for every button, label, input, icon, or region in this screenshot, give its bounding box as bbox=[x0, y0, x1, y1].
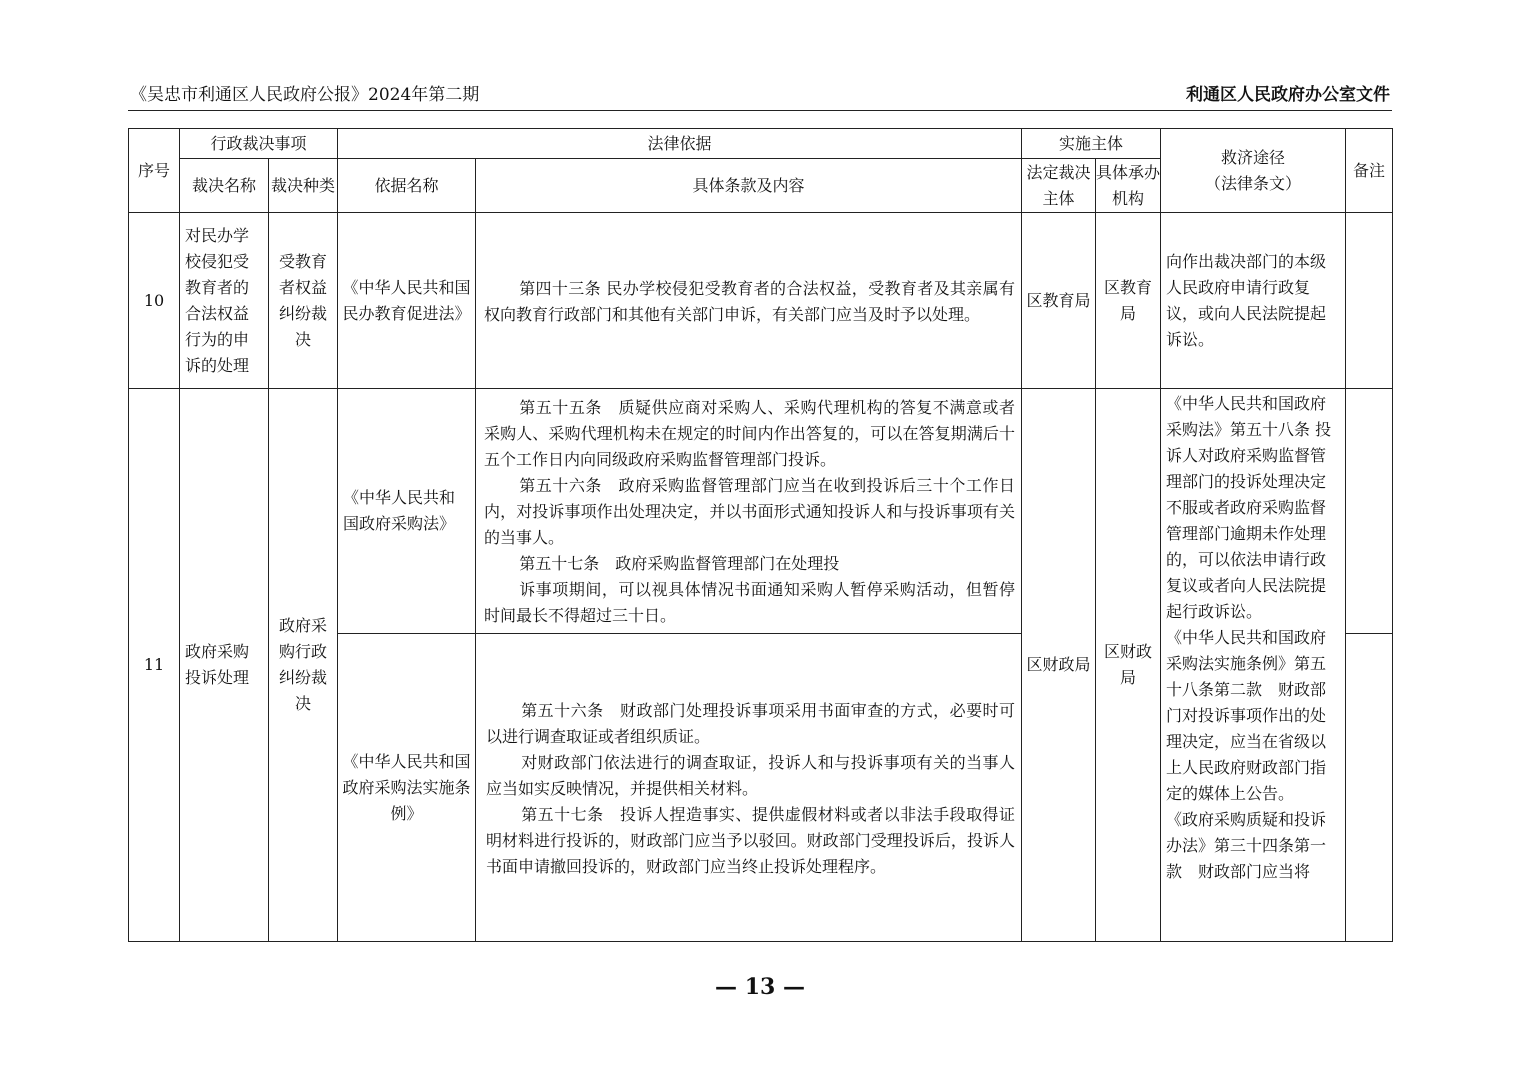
row11-content-1 bbox=[476, 389, 1022, 634]
header-seq: 序号 bbox=[129, 129, 180, 213]
row11-basis-name-1: 《中华人民共和国政府采购法》 bbox=[338, 389, 476, 634]
row10-seq: 10 bbox=[129, 213, 180, 389]
row11-content-1-p4: 诉事项期间，可以视具体情况书面通知采购人暂停采购活动，但暂停时间最长不得超过三十日。 bbox=[484, 580, 1016, 625]
header-divider bbox=[128, 110, 1392, 111]
row11-remedy bbox=[1161, 389, 1346, 942]
adjudication-table bbox=[128, 128, 1393, 942]
header-basis-group: 法律依据 bbox=[338, 129, 1022, 159]
header-subject-group: 实施主体 bbox=[1022, 129, 1161, 159]
header-item-kind: 裁决种类 bbox=[269, 159, 338, 213]
row10-legal-subject: 区教育局 bbox=[1022, 213, 1096, 389]
row11-content-2-p2: 对财政部门依法进行的调查取证，投诉人和与投诉事项有关的当事人应当如实反映情况，并提供相关材料。 bbox=[486, 752, 1016, 798]
row11-note-1 bbox=[1346, 389, 1393, 634]
header-remedy bbox=[1161, 129, 1346, 213]
office-document-label: 利通区人民政府办公室文件 bbox=[1186, 85, 1390, 105]
table-row bbox=[129, 213, 1393, 389]
row11-content-2 bbox=[476, 634, 1022, 942]
row11-content-2-p1: 第五十六条 财政部门处理投诉事项采用书面审查的方式，必要时可以进行调查取证或者组织质证。 bbox=[486, 700, 1016, 746]
row10-office: 区教育局 bbox=[1096, 213, 1161, 389]
header-remedy-sub: （法律条文） bbox=[1205, 173, 1302, 193]
header-subject-office: 具体承办机构 bbox=[1096, 159, 1161, 213]
row11-remedy-p3: 《政府采购质疑和投诉办法》第三十四条第一款 财政部门应当将 bbox=[1166, 810, 1327, 881]
row10-kind: 受教育者权益纠纷裁决 bbox=[269, 213, 338, 389]
header-item-group: 行政裁决事项 bbox=[180, 129, 338, 159]
row11-content-2-p3: 第五十七条 投诉人捏造事实、提供虚假材料或者以非法手段取得证明材料进行投诉的，财政部门应当予以驳回。财政部门受理投诉后，投诉人书面申请撤回投诉的，财政部门应当终止投诉处理程序。 bbox=[486, 804, 1016, 876]
row10-name: 对民办学校侵犯受教育者的合法权益行为的申诉的处理 bbox=[180, 213, 269, 389]
row11-basis-name-2: 《中华人民共和国政府采购法实施条例》 bbox=[338, 634, 476, 942]
row10-content-text: 第四十三条 民办学校侵犯受教育者的合法权益，受教育者及其亲属有权向教育行政部门和其他有关部门申诉，有关部门应当及时予以处理。 bbox=[484, 278, 1016, 324]
row11-name: 政府采购投诉处理 bbox=[180, 389, 269, 942]
row11-remedy-p2: 《中华人民共和国政府采购法实施条例》第五十八条第二款 财政部门对投诉事项作出的处理决定，应当在省级以上人民政府财政部门指定的媒体上公告。 bbox=[1166, 628, 1327, 803]
page-number: — 13 — bbox=[715, 974, 805, 1000]
row10-remedy: 向作出裁决部门的本级人民政府申请行政复议，或向人民法院提起诉讼。 bbox=[1161, 213, 1346, 389]
header-subject-legal: 法定裁决主体 bbox=[1022, 159, 1096, 213]
row11-office: 区财政局 bbox=[1096, 389, 1161, 942]
row11-content-1-p2: 第五十六条 政府采购监督管理部门应当在收到投诉后三十个工作日内，对投诉事项作出处理决定，并以书面形式通知投诉人和与投诉事项有关的当事人。 bbox=[484, 476, 1016, 547]
row11-kind: 政府采购行政纠纷裁决 bbox=[269, 389, 338, 942]
table-row bbox=[129, 389, 1393, 634]
row10-basis-name: 《中华人民共和国民办教育促进法》 bbox=[338, 213, 476, 389]
header-basis-name: 依据名称 bbox=[338, 159, 476, 213]
row10-content bbox=[476, 213, 1022, 389]
row10-note bbox=[1346, 213, 1393, 389]
row11-remedy-p1: 《中华人民共和国政府采购法》第五十八条 投诉人对政府采购监督管理部门的投诉处理决定不服或者政府采购监督管理部门逾期未作处理的，可以依法申请行政复议或者向人民法院提起行政诉讼。 bbox=[1166, 394, 1332, 621]
row11-content-1-p3: 第五十七条 政府采购监督管理部门在处理投 bbox=[519, 554, 840, 573]
row11-legal-subject: 区财政局 bbox=[1022, 389, 1096, 942]
header-note: 备注 bbox=[1346, 129, 1393, 213]
row11-content-1-p1: 第五十五条 质疑供应商对采购人、采购代理机构的答复不满意或者采购人、采购代理机构未在规定的时间内作出答复的，可以在答复期满后十五个工作日内向同级政府采购监督管理部门投诉。 bbox=[484, 398, 1016, 469]
row11-note-2 bbox=[1346, 634, 1393, 942]
header-item-name: 裁决名称 bbox=[180, 159, 269, 213]
header-remedy-label: 救济途径 bbox=[1221, 147, 1286, 167]
bulletin-title: 《吴忠市利通区人民政府公报》2024年第二期 bbox=[130, 85, 480, 105]
header-basis-content: 具体条款及内容 bbox=[476, 159, 1022, 213]
row11-seq: 11 bbox=[129, 389, 180, 942]
